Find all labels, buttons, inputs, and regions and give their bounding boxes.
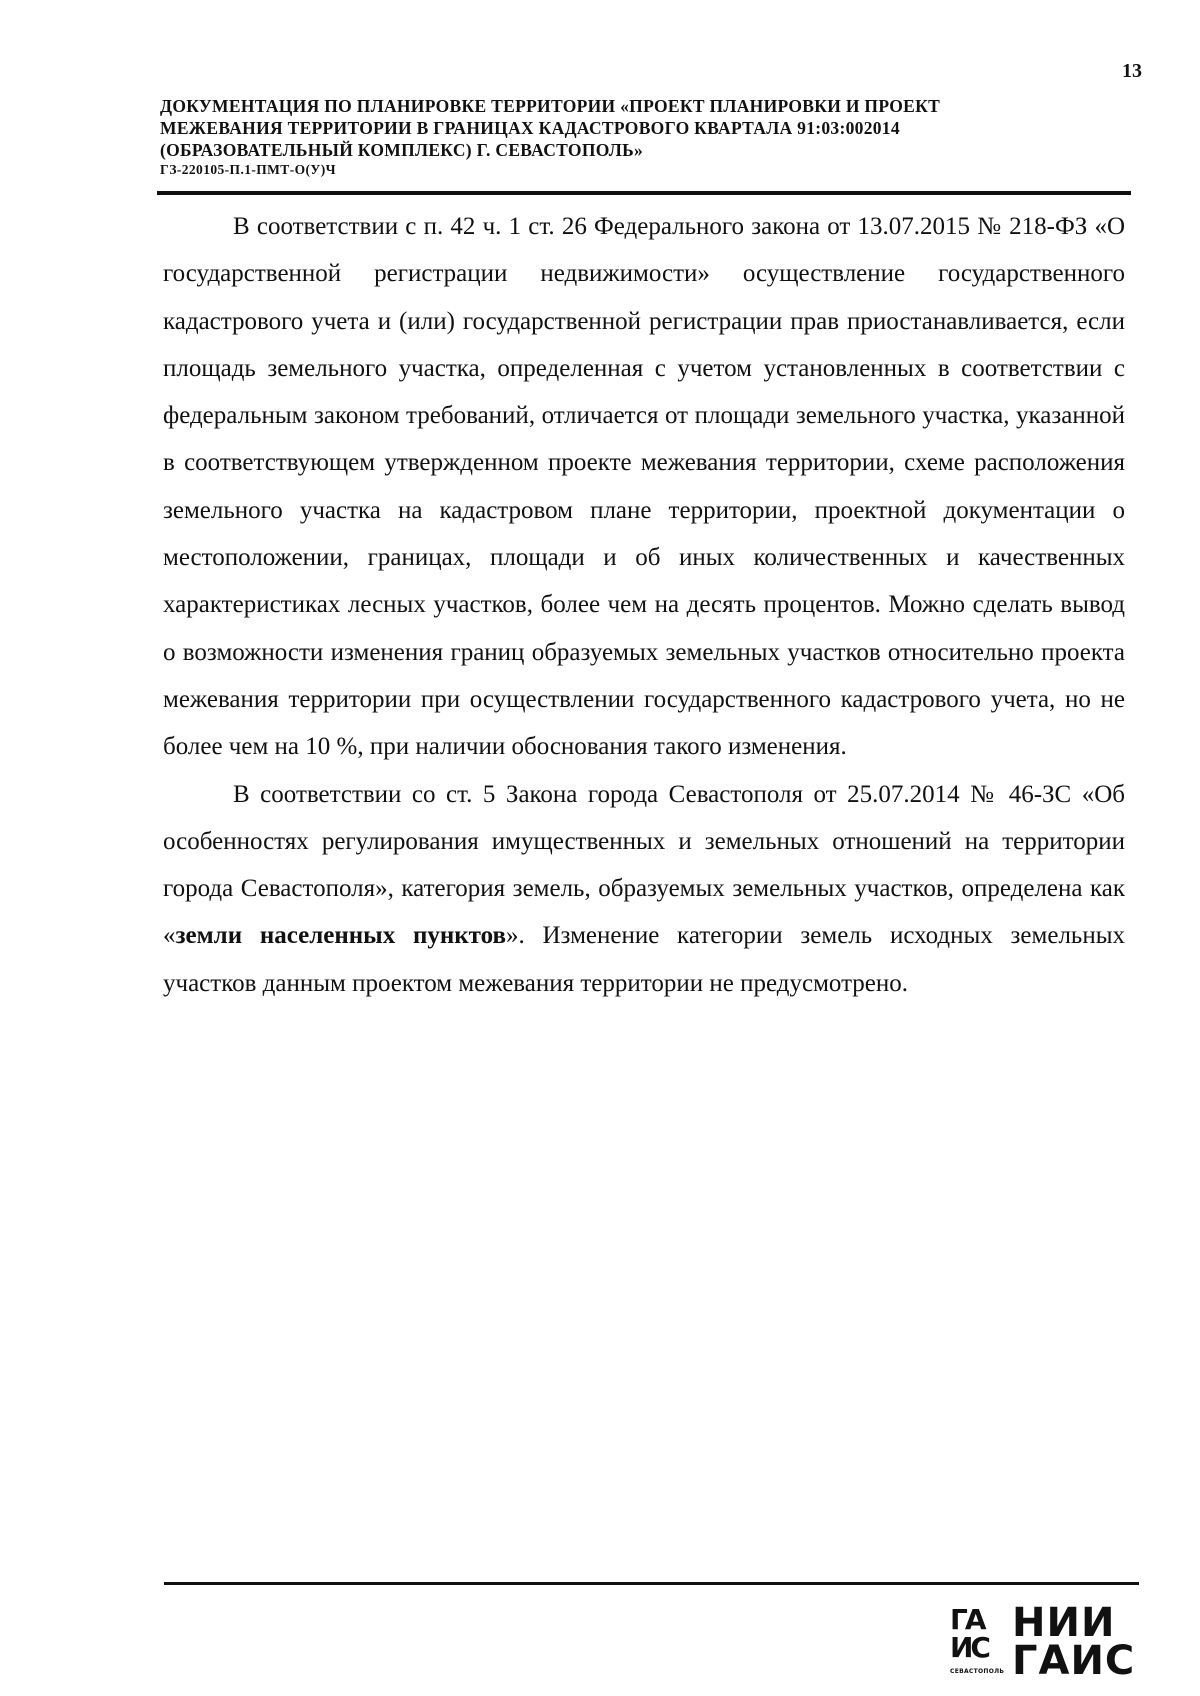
paragraph-1: В соответствии с п. 42 ч. 1 ст. 26 Федерального закона от 13.07.2015 № 218-ФЗ «О государственной регистрации недвижимости» осуществление государственного кадастрового учета и (или) государственной регистрации прав приостанавливается, если площадь земельного участка, определенная с учетом установленных в соответствии с федеральным законом требований, отличается от площади земельного участка, указанной в соответствующем утвержденном проекте межевания территории, схеме расположения земельного участка на кадастровом плане территории, проектной документации о местоположении, границах, площади и об иных количественных и качественных характеристиках лесных участков, более чем на десять процентов. Можно сделать вывод о возможности изменения границ образуемых земельных участков относительно проекта межевания территории при осуществлении государственного кадастрового учета, но не более чем на 10 %, при наличии обоснования такого изменения.: [163, 213, 1125, 761]
page-number: 13: [1122, 60, 1142, 82]
logo-text-line-2: ГАИС: [1012, 1638, 1136, 1684]
logo-mark-top: ГА: [950, 1603, 984, 1636]
document-code: ГЗ-220105-П.1-ПМТ-О(У)Ч: [160, 162, 336, 177]
logo-mark-icon: [950, 1603, 1006, 1668]
document-header: [160, 95, 1040, 179]
logo-mark-bottom: ИС: [950, 1631, 988, 1664]
paragraph-2-text-after: ». Изменение категории земель исходных земельных участков данным проектом межевания территории не предусмотрено.: [163, 922, 1126, 997]
company-logo: [950, 1600, 1136, 1684]
footer-divider: [164, 1582, 1139, 1585]
paragraph-2-text-before: В соответствии со ст. 5 Закона города Севастополя от 25.07.2014 № 46-ЗС «Об особенностях регулирования имущественных и земельных отношений на территории города Севастополя», категория земель, образуемых земельных участков, определена как «: [163, 780, 1125, 950]
header-title-line-3: (ОБРАЗОВАТЕЛЬНЫЙ КОМПЛЕКС) Г. СЕВАСТОПОЛЬ»: [160, 140, 644, 160]
header-title-line-2: МЕЖЕВАНИЯ ТЕРРИТОРИИ В ГРАНИЦАХ КАДАСТРОВОГО КВАРТАЛА 91:03:002014: [160, 118, 900, 138]
header-divider: [157, 191, 1131, 195]
logo-city: СЕВАСТОПОЛЬ: [950, 1668, 1005, 1675]
header-title-line-1: ДОКУМЕНТАЦИЯ ПО ПЛАНИРОВКЕ ТЕРРИТОРИИ «ПРОЕКТ ПЛАНИРОВКИ И ПРОЕКТ: [160, 96, 941, 116]
logo-text-line-1: НИИ: [1012, 1600, 1116, 1646]
paragraph-2: [163, 771, 1125, 1007]
document-body: [163, 203, 1125, 1007]
paragraph-2-bold-text: земли населенных пунктов: [175, 922, 506, 950]
